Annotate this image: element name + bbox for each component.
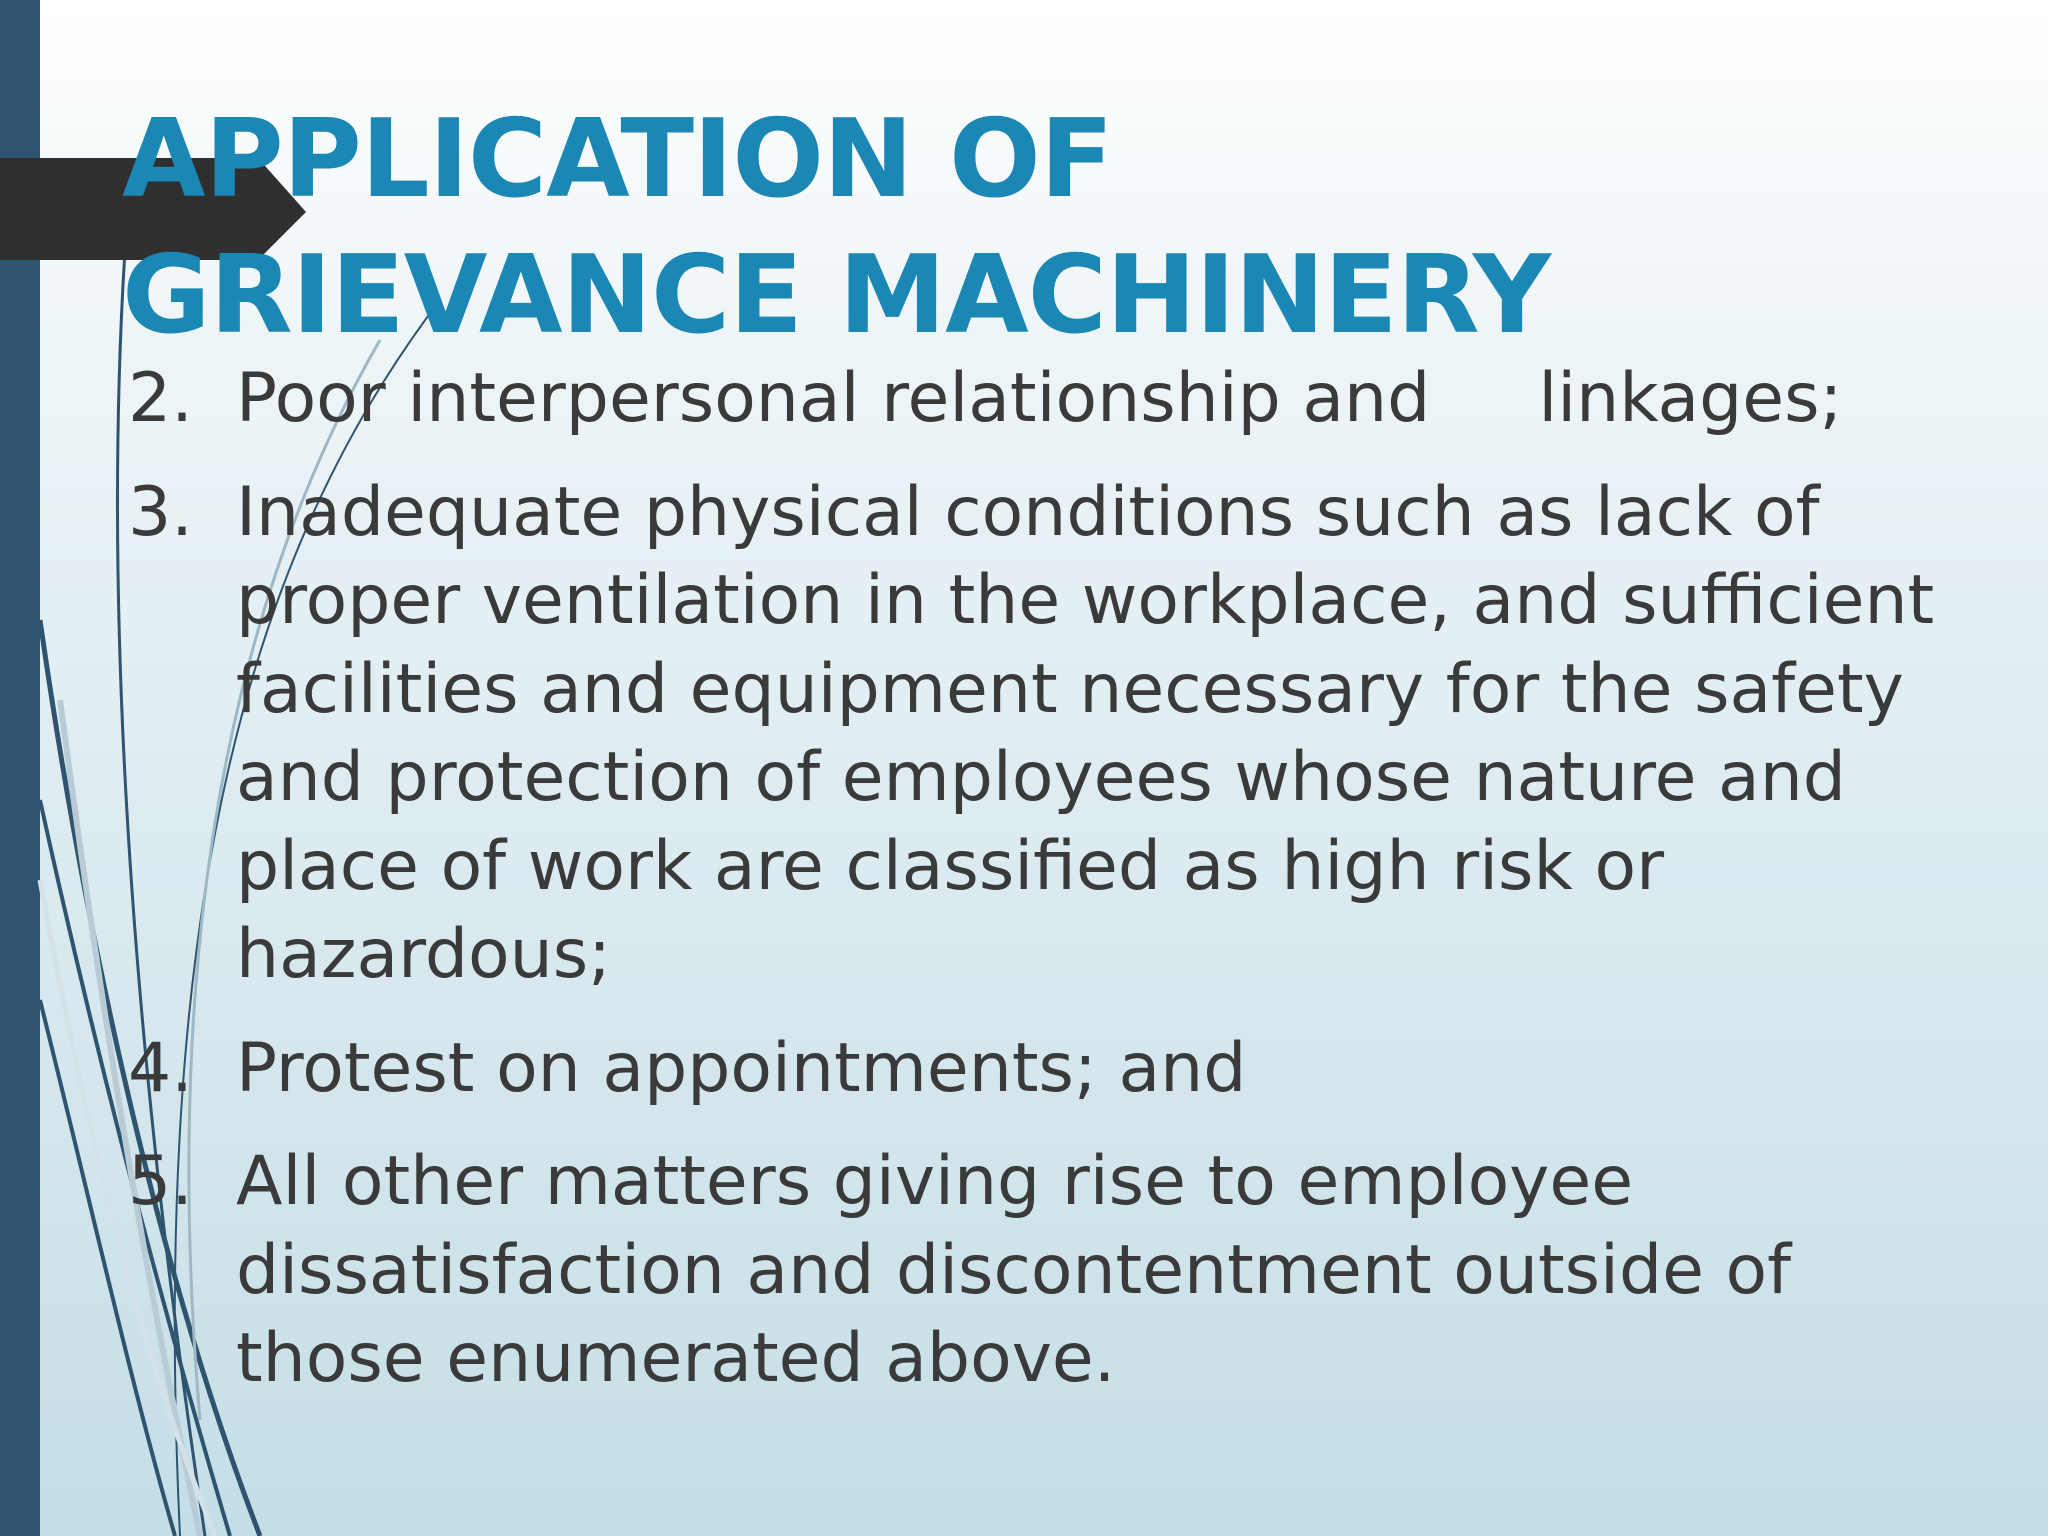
list-item-4 [124, 1025, 2004, 1114]
list-item-3 [124, 469, 2004, 1000]
item-text-line: All other matters giving rise to employee [236, 1142, 1634, 1221]
slide-title [122, 92, 2002, 364]
grievance-item-list [124, 355, 2004, 1429]
item-text-line: dissatisfaction and discontentment outside of [236, 1230, 1792, 1310]
item-text-line: Inadequate physical conditions such as lack of [236, 472, 1820, 552]
item-text-line: Poor interpersonal relationship and linkages; [236, 359, 1843, 438]
item-text [236, 1025, 2004, 1114]
item-text-line: facilities and equipment necessary for the safety [236, 649, 1904, 729]
slide-title-line-1: APPLICATION OF [122, 97, 1113, 222]
list-item-2 [124, 355, 2004, 444]
item-number: 5. [128, 1142, 193, 1221]
item-text-line: hazardous; [236, 915, 612, 994]
item-text [236, 355, 2004, 444]
list-item-5 [124, 1138, 2004, 1404]
item-text-line: Protest on appointments; and [236, 1028, 1247, 1108]
item-text [236, 1138, 2004, 1404]
item-text-line: those enumerated above. [236, 1319, 1116, 1398]
item-text [236, 469, 2004, 1000]
slide-title-line-2: GRIEVANCE MACHINERY [122, 233, 1551, 358]
item-text-line: place of work are classified as high risk or [236, 826, 1665, 906]
item-text-line: proper ventilation in the workplace, and sufficient [236, 561, 1935, 640]
item-number: 4. [128, 1028, 193, 1108]
item-text-line: and protection of employees whose nature and [236, 738, 1846, 817]
item-number: 3. [128, 472, 193, 552]
item-number: 2. [128, 359, 193, 438]
